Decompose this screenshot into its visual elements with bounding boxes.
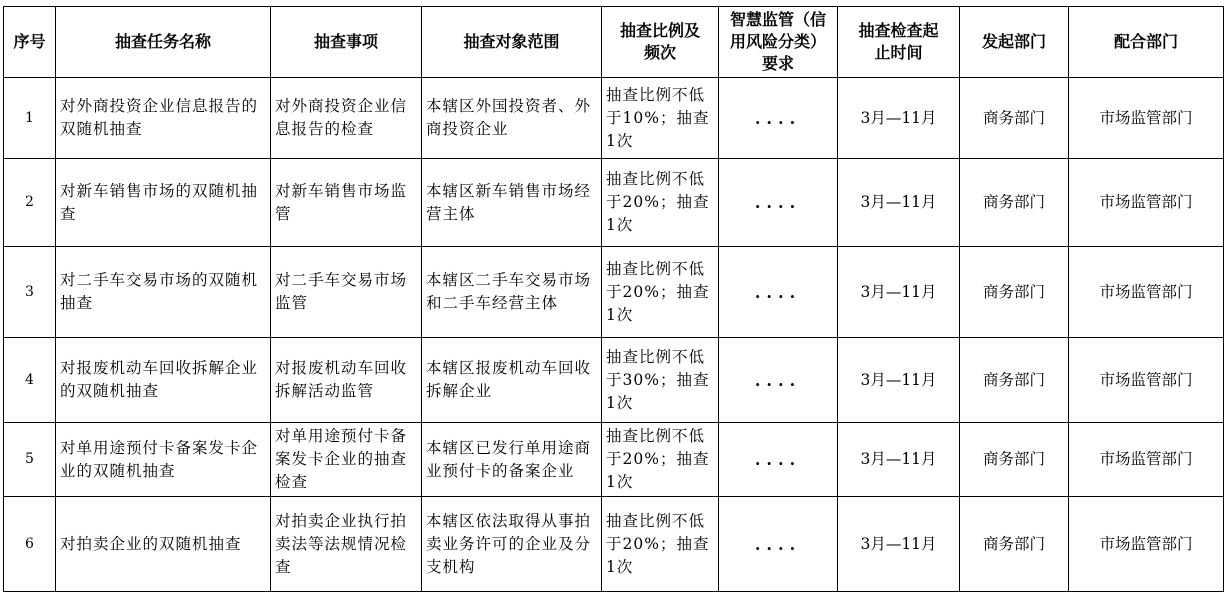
header-period: 抽查检查起止时间 (838, 7, 960, 78)
cell-period: 3月—11月 (838, 423, 960, 497)
cell-task-name: 对二手车交易市场的双随机抽查 (56, 247, 271, 338)
cell-ratio: 抽查比例不低于30%；抽查1次 (602, 338, 719, 423)
cell-no: 6 (4, 497, 56, 592)
cell-item: 对新车销售市场监管 (271, 159, 422, 247)
table-row (4, 423, 1224, 497)
cell-scope: 本辖区外国投资者、外商投资企业 (422, 78, 602, 159)
cell-ratio: 抽查比例不低于20%；抽查1次 (602, 159, 719, 247)
cell-partner: 市场监管部门 (1069, 247, 1224, 338)
cell-partner: 市场监管部门 (1069, 159, 1224, 247)
cell-ratio: 抽查比例不低于10%；抽查1次 (602, 78, 719, 159)
cell-item: 对报废机动车回收拆解活动监管 (271, 338, 422, 423)
cell-smart-supervision: .... (719, 247, 838, 338)
cell-period: 3月—11月 (838, 78, 960, 159)
table-row (4, 497, 1224, 592)
cell-smart-supervision: .... (719, 338, 838, 423)
header-initiator: 发起部门 (960, 7, 1069, 78)
table-row (4, 78, 1224, 159)
cell-task-name: 对拍卖企业的双随机抽查 (56, 497, 271, 592)
cell-no: 3 (4, 247, 56, 338)
cell-item: 对外商投资企业信息报告的检查 (271, 78, 422, 159)
cell-partner: 市场监管部门 (1069, 497, 1224, 592)
header-item: 抽查事项 (271, 7, 422, 78)
cell-smart-supervision: .... (719, 78, 838, 159)
cell-ratio: 抽查比例不低于20%；抽查1次 (602, 423, 719, 497)
cell-initiator: 商务部门 (960, 497, 1069, 592)
cell-scope: 本辖区已发行单用途商业预付卡的备案企业 (422, 423, 602, 497)
cell-task-name: 对外商投资企业信息报告的双随机抽查 (56, 78, 271, 159)
header-scope: 抽查对象范围 (422, 7, 602, 78)
cell-no: 4 (4, 338, 56, 423)
table-row (4, 247, 1224, 338)
cell-period: 3月—11月 (838, 338, 960, 423)
header-task-name: 抽查任务名称 (56, 7, 271, 78)
cell-ratio: 抽查比例不低于20%；抽查1次 (602, 497, 719, 592)
header-partner: 配合部门 (1069, 7, 1224, 78)
cell-period: 3月—11月 (838, 159, 960, 247)
header-row (4, 7, 1224, 78)
cell-task-name: 对新车销售市场的双随机抽查 (56, 159, 271, 247)
cell-initiator: 商务部门 (960, 78, 1069, 159)
table-row (4, 159, 1224, 247)
cell-scope: 本辖区新车销售市场经营主体 (422, 159, 602, 247)
header-no: 序号 (4, 7, 56, 78)
cell-partner: 市场监管部门 (1069, 423, 1224, 497)
cell-task-name: 对单用途预付卡备案发卡企业的双随机抽查 (56, 423, 271, 497)
cell-period: 3月—11月 (838, 247, 960, 338)
cell-smart-supervision: .... (719, 497, 838, 592)
cell-scope: 本辖区依法取得从事拍卖业务许可的企业及分支机构 (422, 497, 602, 592)
inspection-task-table (3, 6, 1224, 592)
cell-partner: 市场监管部门 (1069, 78, 1224, 159)
cell-partner: 市场监管部门 (1069, 338, 1224, 423)
header-ratio: 抽查比例及频次 (602, 7, 719, 78)
cell-initiator: 商务部门 (960, 247, 1069, 338)
cell-smart-supervision: .... (719, 159, 838, 247)
cell-ratio: 抽查比例不低于20%；抽查1次 (602, 247, 719, 338)
cell-no: 1 (4, 78, 56, 159)
cell-item: 对二手车交易市场监管 (271, 247, 422, 338)
cell-period: 3月—11月 (838, 497, 960, 592)
cell-scope: 本辖区二手车交易市场和二手车经营主体 (422, 247, 602, 338)
table-row (4, 338, 1224, 423)
cell-item: 对拍卖企业执行拍卖法等法规情况检查 (271, 497, 422, 592)
cell-initiator: 商务部门 (960, 338, 1069, 423)
header-smart-supervision: 智慧监管（信用风险分类）要求 (719, 7, 838, 78)
cell-no: 2 (4, 159, 56, 247)
cell-task-name: 对报废机动车回收拆解企业的双随机抽查 (56, 338, 271, 423)
cell-no: 5 (4, 423, 56, 497)
cell-smart-supervision: .... (719, 423, 838, 497)
cell-initiator: 商务部门 (960, 423, 1069, 497)
cell-item: 对单用途预付卡备案发卡企业的抽查检查 (271, 423, 422, 497)
cell-scope: 本辖区报废机动车回收拆解企业 (422, 338, 602, 423)
cell-initiator: 商务部门 (960, 159, 1069, 247)
